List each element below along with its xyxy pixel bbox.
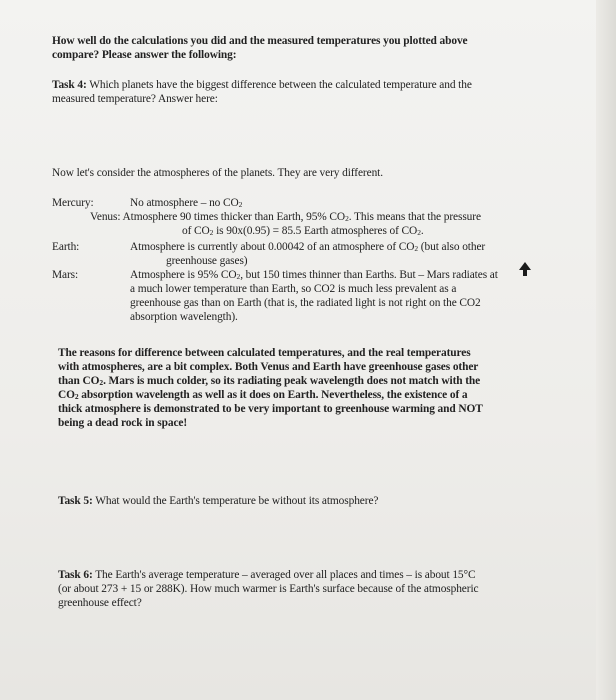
mercury-label: Mercury: (52, 197, 94, 209)
cursor-arrow-icon (519, 262, 531, 276)
task6-line-1: Task 6: The Earth's average temperature – averaged over all places and times – is about 15°C (58, 569, 476, 581)
mars-line-4: absorption wavelength). (130, 311, 238, 323)
intro-line-2: compare? Please answer the following: (52, 49, 237, 61)
mars-line-3: greenhouse gas than on Earth (that is, the radiated light is not right on the CO2 (130, 297, 481, 309)
task5-label: Task 5: (58, 495, 93, 507)
venus-line-1: Venus: Atmosphere 90 times thicker than Earth, 95% $CO_2$. This means that the pressure (90, 211, 481, 223)
atmospheres-intro: Now let's consider the atmospheres of the planets. They are very different. (52, 167, 383, 179)
page-edge-shadow (596, 0, 616, 700)
mars-label: Mars: (52, 269, 79, 281)
task4-label: Task 4: (52, 79, 87, 91)
task4-line-1: Task 4: Which planets have the biggest difference between the calculated temperature and the (52, 79, 472, 91)
earth-line-2: greenhouse gases) (166, 255, 248, 267)
task4-line-2: measured temperature? Answer here: (52, 93, 218, 105)
task6-label: Task 6: (58, 569, 93, 581)
task6-line-2: (or about 273 + 15 or 288K). How much warmer is Earth's surface because of the atmospheric (58, 583, 479, 595)
reasons-line-5: thick atmosphere is demonstrated to be very important to greenhouse warming and NOT (58, 403, 483, 415)
earth-label: Earth: (52, 241, 80, 253)
earth-line-1: Atmosphere is currently about 0.00042 of an atmosphere of $CO_2$ (but also other (130, 241, 486, 253)
reasons-line-2: with atmospheres, are a bit complex. Both Venus and Earth have greenhouse gases other (58, 361, 479, 373)
mercury-desc: No atmosphere – no $CO_2$ (130, 197, 243, 209)
task6-line-3: greenhouse effect? (58, 597, 142, 609)
task5-question: Task 5: What would the Earth's temperature be without its atmosphere? (58, 495, 379, 507)
reasons-line-1: The reasons for difference between calculated temperatures, and the real temperatures (58, 347, 471, 359)
reasons-line-6: being a dead rock in space! (58, 417, 188, 429)
mars-line-1: Atmosphere is 95% $CO_2$, but 150 times thinner than Earths. But – Mars radiates at (130, 269, 498, 281)
intro-line-1: How well do the calculations you did and the measured temperatures you plotted above (52, 35, 468, 47)
mars-line-2: a much lower temperature than Earth, so CO2 is much less prevalent as a (130, 283, 457, 295)
venus-line-2: of $CO_2$ is 90x(0.95) = 85.5 Earth atmospheres of $CO_2$. (182, 225, 424, 237)
reasons-line-3: than $CO_2$. Mars is much colder, so its radiating peak wavelength does not match with the (58, 375, 481, 387)
reasons-line-4: $CO_2$ absorption wavelength as well as it does on Earth. Nevertheless, the existence of a (58, 389, 468, 401)
venus-label: Venus: (90, 211, 121, 223)
